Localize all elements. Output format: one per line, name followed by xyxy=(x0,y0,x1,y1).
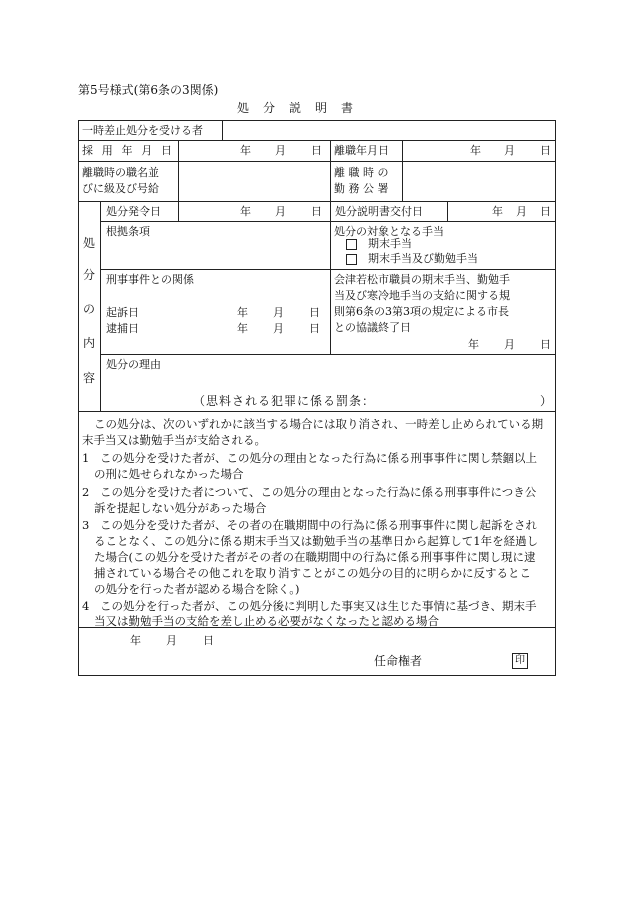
consultation-month: 月 xyxy=(504,338,515,351)
suspension-person-label: 一時差止処分を受ける者 xyxy=(82,124,203,137)
note-number: 3 xyxy=(82,518,90,532)
note-text-line: の刑に処せられなかった場合 xyxy=(94,467,244,481)
arrest-month: 月 xyxy=(273,322,284,335)
indictment-date-label: 起訴日 xyxy=(106,306,139,319)
explanation-date-label: 処分説明書交付日 xyxy=(335,205,423,218)
col-divider xyxy=(330,201,331,354)
decision-day: 日 xyxy=(311,205,322,218)
col-divider xyxy=(402,140,403,201)
workplace-label-line1: 離 職 時 の xyxy=(334,166,389,179)
content-label-char: の xyxy=(83,302,96,316)
penalty-clause-close: ） xyxy=(540,394,553,408)
notes-intro-line: この処分は、次のいずれかに該当する場合には取り消され、一時差し止められている期 xyxy=(94,417,544,431)
content-label-char: 内 xyxy=(83,336,96,350)
note-text-line: この処分を受けた者について、この処分の理由となった行為に係る刑事事件につき公 xyxy=(100,485,537,499)
content-label-char: 分 xyxy=(83,268,96,282)
consultation-text-line: 当及び寒冷地手当の支給に関する規 xyxy=(334,289,510,302)
note-number: 4 xyxy=(82,599,90,613)
position-label-line2: びに級及び号給 xyxy=(82,182,159,195)
col-divider xyxy=(178,140,179,201)
seal-mark: 印 xyxy=(512,653,528,669)
col-divider xyxy=(100,201,101,411)
note-number: 2 xyxy=(82,485,90,499)
position-label-line1: 離職時の職名並 xyxy=(82,166,159,179)
col-divider xyxy=(222,120,223,141)
footer-month: 月 xyxy=(166,634,177,647)
hire-day: 日 xyxy=(311,144,322,157)
indictment-year: 年 xyxy=(237,306,248,319)
row-divider xyxy=(78,140,556,141)
penalty-clause-text: （思料される犯罪に係る罰条： xyxy=(193,394,376,408)
arrest-date-label: 逮捕日 xyxy=(106,322,139,335)
notes-intro-line: 末手当又は勤勉手当が支給される。 xyxy=(82,433,266,447)
note-text-line: この処分を行った者が、この処分後に判明した事実又は生じた事情に基づき、期末手 xyxy=(100,599,537,613)
criminal-case-label: 刑事事件との関係 xyxy=(106,273,194,286)
workplace-label-line2: 勤 務 公 署 xyxy=(334,182,389,195)
col-divider xyxy=(447,201,448,221)
row-divider xyxy=(78,161,556,162)
decision-date-label: 処分発令日 xyxy=(106,205,161,218)
decision-year: 年 xyxy=(240,205,251,218)
note-text-line: 当又は勤勉手当の支給を差し止める必要がなくなったと認める場合 xyxy=(94,614,439,628)
note-text-line: この処分を受けた者が、この処分の理由となった行為に係る刑事事件に関し禁錮以上 xyxy=(100,451,537,465)
note-text-line: の処分を行った者が認める場合を除く。) xyxy=(94,582,300,596)
retire-day: 日 xyxy=(540,144,551,157)
appointer-label: 任命権者 xyxy=(374,654,423,668)
note-text-line: この処分を受けた者が、その者の在職期間中の行為に係る刑事事件に関し起訴をされ xyxy=(100,518,537,532)
row-divider xyxy=(100,221,556,222)
content-label-char: 処 xyxy=(83,236,96,250)
arrest-year: 年 xyxy=(237,322,248,335)
note-text-line: ることなく、この処分に係る期末手当又は勤勉手当の基準日から起算して1年を経過し xyxy=(94,534,539,548)
row-divider xyxy=(78,201,556,202)
consultation-day: 日 xyxy=(540,338,551,351)
note-text-line: 捕されている場合その他これを取り消すことがこの処分の目的に明らかに反するとこ xyxy=(94,566,531,580)
note-text-line: 訴を提起しない処分があった場合 xyxy=(94,501,267,515)
form-number: 第5号様式(第6条の3関係) xyxy=(78,83,219,97)
content-label-char: 容 xyxy=(83,371,96,385)
hire-year: 年 xyxy=(240,144,251,157)
decision-month: 月 xyxy=(275,205,286,218)
consultation-year: 年 xyxy=(468,338,479,351)
explanation-day: 日 xyxy=(540,205,551,218)
note-number: 1 xyxy=(82,451,90,465)
consultation-text-line: との協議終了日 xyxy=(334,321,411,334)
basis-label: 根拠条項 xyxy=(106,225,150,238)
retire-month: 月 xyxy=(504,144,515,157)
col-divider xyxy=(330,140,331,201)
indictment-month: 月 xyxy=(273,306,284,319)
retire-date-label: 離職年月日 xyxy=(334,144,389,157)
checkbox-both-allowances[interactable] xyxy=(346,254,357,265)
checkbox-term-end-allowance[interactable] xyxy=(346,239,357,250)
retire-year: 年 xyxy=(470,144,481,157)
target-allowance-label: 処分の対象となる手当 xyxy=(334,225,444,238)
row-divider xyxy=(100,269,556,270)
arrest-day: 日 xyxy=(309,322,320,335)
note-text-line: た場合(この処分を受けた者がその者の在職期間中の行為に係る刑事事件に関し現に逮 xyxy=(94,550,536,564)
footer-year: 年 xyxy=(130,634,141,647)
consultation-text-line: 則第6条の3第3項の規定による市長 xyxy=(334,305,509,318)
footer-day: 日 xyxy=(203,634,214,647)
row-divider xyxy=(78,411,556,412)
col-divider xyxy=(178,201,179,221)
checkbox-both-allowances-label: 期末手当及び勤勉手当 xyxy=(368,252,478,265)
hire-month: 月 xyxy=(275,144,286,157)
checkbox-term-end-allowance-label: 期末手当 xyxy=(368,237,412,250)
row-divider xyxy=(100,354,556,355)
explanation-year: 年 xyxy=(492,205,503,218)
explanation-month: 月 xyxy=(516,205,527,218)
consultation-text-line: 会津若松市職員の期末手当、勤勉手 xyxy=(334,273,510,286)
document-title: 処 分 説 明 書 xyxy=(237,101,355,115)
reason-label: 処分の理由 xyxy=(106,358,161,371)
hire-date-label: 採 用 年 月 日 xyxy=(82,144,172,157)
indictment-day: 日 xyxy=(309,306,320,319)
